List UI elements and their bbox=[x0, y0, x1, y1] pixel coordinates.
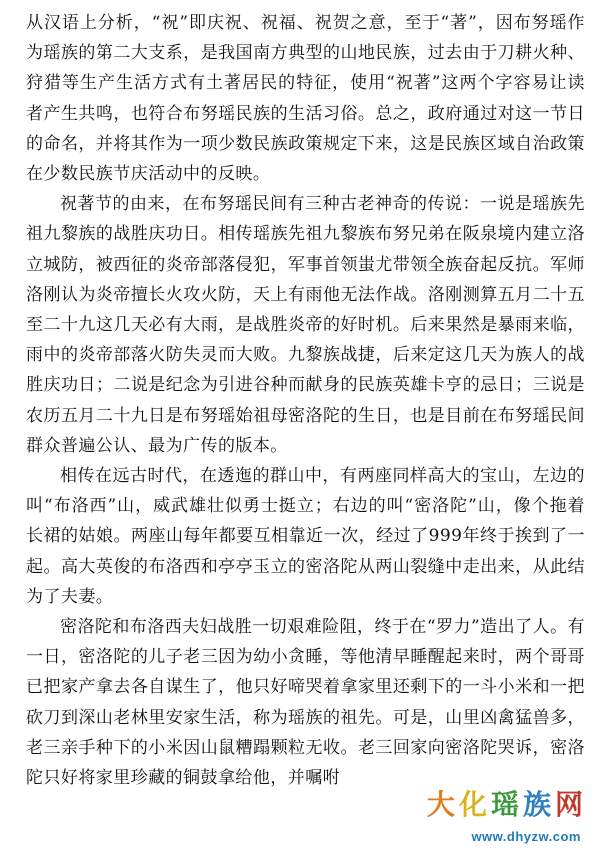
watermark-title bbox=[427, 788, 583, 822]
site-watermark bbox=[375, 788, 589, 846]
watermark-char-3: 瑶 bbox=[490, 788, 519, 821]
watermark-char-2: 化 bbox=[458, 788, 487, 821]
watermark-char-5: 网 bbox=[554, 788, 583, 821]
paragraph-2: 祝著节的由来，在布努瑶民间有三种古老神奇的传说：一说是瑶族先祖九黎族的战胜庆功日。相传瑶族先祖九黎族布努兄弟在阪泉境内建立洛立城防，被西征的炎帝部落侵犯，军事首领蚩尤带领全族奋起反抗。军师洛刚认为炎帝擅长火攻火防，天上有雨他无法作战。洛刚测算五月二十五至二十九这几天必有大雨，是战胜炎帝的好时机。后来果然是暴雨来临，雨中的炎帝部落火防失灵而大败。九黎族战捷，后来定这几天为族人的战胜庆功日；二说是纪念为引进谷种而献身的民族英雄卡亨的忌日；三说是农历五月二十九日是布努瑶始祖母密洛陀的生日，也是目前在布努瑶民间群众普遍公认、最为广传的版本。 bbox=[26, 194, 585, 456]
watermark-char-4: 族 bbox=[522, 788, 551, 821]
paragraph-4: 密洛陀和布洛西夫妇战胜一切艰难险阻，终于在“罗力”造出了人。有一日，密洛陀的儿子老三因为幼小贪睡，等他清早睡醒起来时，两个哥哥已把家产拿去各自谋生了，他只好啼哭着拿家里还剩下的一斗小米和一把砍刀到深山老林里安家生活，称为瑶族的祖先。可是，山里凶禽猛兽多，老三亲手种下的小米因山鼠糟蹋颗粒无收。老三回家向密洛陀哭诉，密洛陀只好将家里珍藏的铜鼓拿给他，并嘱咐 bbox=[26, 617, 585, 789]
watermark-url: www.dhyzw.com bbox=[471, 829, 581, 844]
watermark-char-1: 大 bbox=[426, 788, 455, 821]
paragraph-1: 从汉语上分析，“祝”即庆祝、祝福、祝贺之意，至于“著”，因布努瑶作为瑶族的第二大支系，是我国南方典型的山地民族，过去由于刀耕火种、狩猎等生产生活方式有土著居民的特征，使用“祝著”这两个字容易让读者产生共鸣，也符合布努瑶民族的生活习俗。总之，政府通过对这一节日的命名，并将其作为一项少数民族政策规定下来，这是民族区域自治政策在少数民族节庆活动中的反映。 bbox=[26, 13, 585, 185]
paragraph-3: 相传在远古时代，在透迤的群山中，有两座同样高大的宝山，左边的叫“布洛西”山，威武雄壮似勇士挺立；右边的叫“密洛陀”山，像个拖着长裙的姑娘。两座山每年都要互相靠近一次，经过了999年终于挨到了一起。高大英俊的布洛西和亭亭玉立的密洛陀从两山裂缝中走出来，从此结为了夫妻。 bbox=[26, 466, 585, 607]
